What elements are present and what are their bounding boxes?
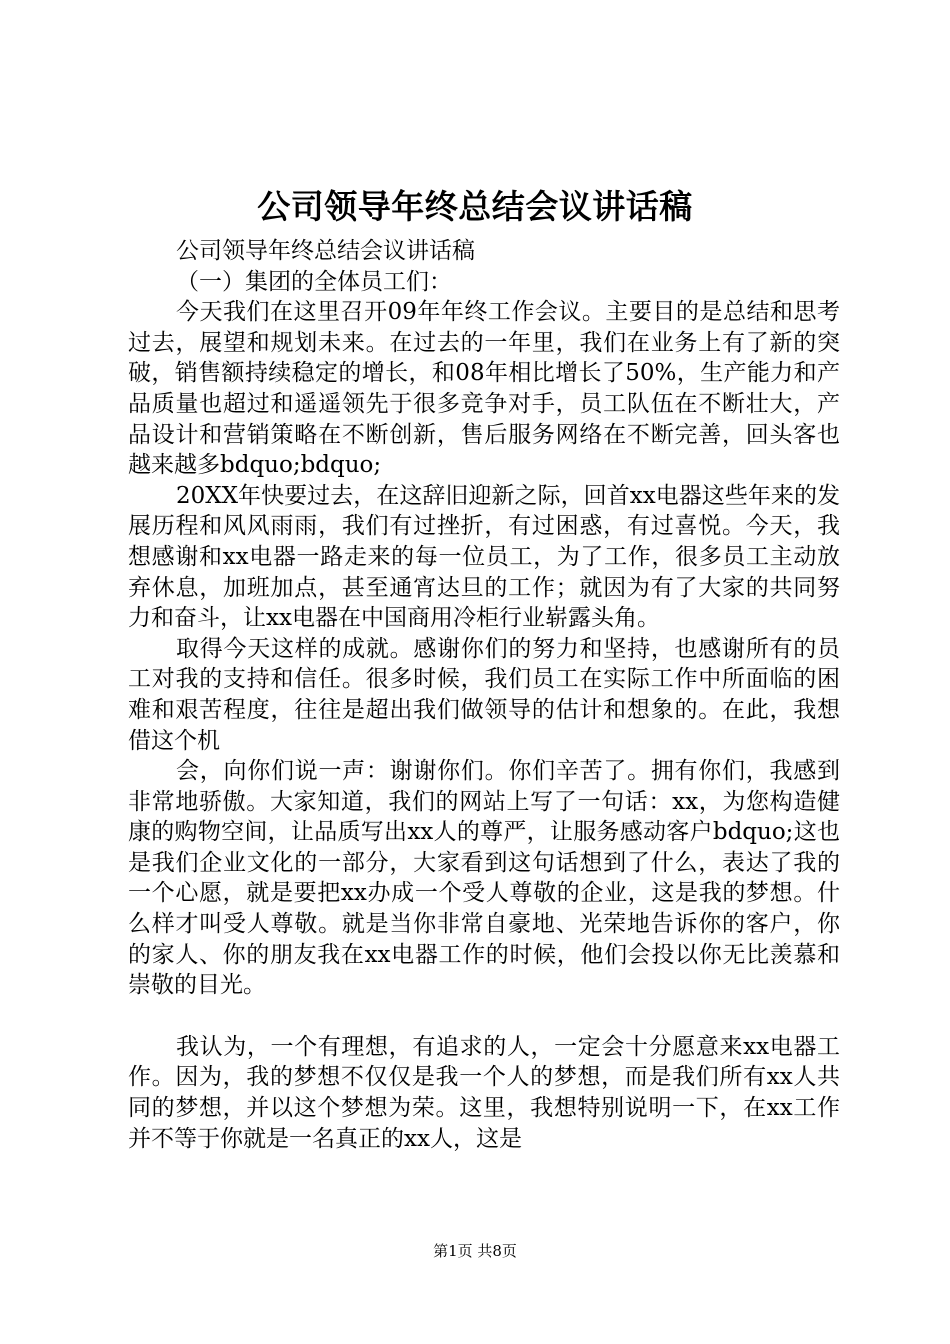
paragraph-subtitle: 公司领导年终总结会议讲话稿 (176, 238, 475, 264)
paragraph: 今天我们在这里召开09年年终工作会议。主要目的是总结和思考过去，展望和规划未来。在过去的一年里，我们在业务上有了新的突破，销售额持续稳定的增长，和08年相比增长了50%，生产能力和产品质量也超过和遥遥领先于很多竞争对手，员工队伍在不断壮大，产品设计和营销策略在不断创新，售后服务网络在不断完善，回头客也越来越多bdquo;bdquo; (128, 299, 840, 479)
paragraph: 20XX年快要过去，在这辞旧迎新之际，回首xx电器这些年来的发展历程和风风雨雨，我们有过挫折，有过困惑，有过喜悦。今天，我想感谢和xx电器一路走来的每一位员工，为了工作，很多员工主动放弃休息，加班加点，甚至通宵达旦的工作；就因为有了大家的共同努力和奋斗，让xx电器在中国商用冷柜行业崭露头角。 (128, 482, 840, 632)
paragraph: 会，向你们说一声：谢谢你们。你们辛苦了。拥有你们，我感到非常地骄傲。大家知道，我们的网站上写了一句话：xx，为您构造健康的购物空间，让品质写出xx人的尊严，让服务感动客户bdquo;这也是我们企业文化的一部分，大家看到这句话想到了什么，表达了我的一个心愿，就是要把xx办成一个受人尊敬的企业，这是我的梦想。什么样才叫受人尊敬。就是当你非常自豪地、光荣地告诉你的客户，你的家人、你的朋友我在xx电器工作的时候，他们会投以你无比羡慕和崇敬的目光。 (128, 758, 840, 999)
page-footer: 第1页 共8页 (433, 1242, 517, 1260)
paragraph: 我认为，一个有理想，有追求的人，一定会十分愿意来xx电器工作。因为，我的梦想不仅仅是我一个人的梦想，而是我们所有xx人共同的梦想，并以这个梦想为荣。这里，我想特别说明一下，在xx工作并不等于你就是一名真正的xx人，这是 (128, 1033, 840, 1152)
paragraph-salutation: （一）集团的全体员工们： (176, 268, 452, 295)
paragraph: 取得今天这样的成就。感谢你们的努力和坚持，也感谢所有的员工对我的支持和信任。很多时候，我们员工在实际工作中所面临的困难和艰苦程度，往往是超出我们做领导的估计和想象的。在此，我想借这个机 (128, 635, 840, 754)
document-title: 公司领导年终总结会议讲话稿 (257, 187, 693, 226)
document-body (128, 236, 840, 1154)
